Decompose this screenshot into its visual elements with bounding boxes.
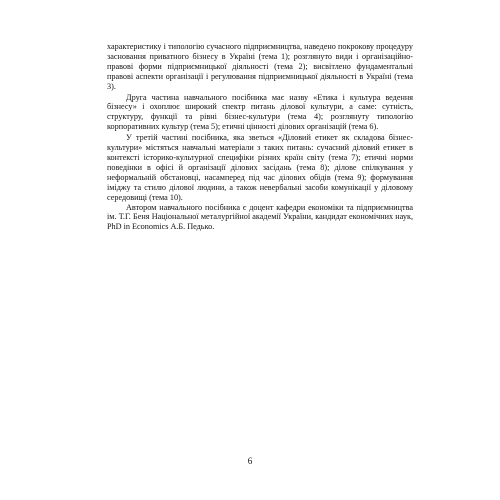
paragraph-3: У третій частині посібника, яка зветься «Діловий етикет як складова бізнес-культури» містяться навчальні матеріали з таких питань: сучасний діловий етикет в контексті історико-культурної специфіки різних країн світу (тема 7); етичні норми поведінки в офісі й організації ділових засідань (тема 8); ділове спілкування у неформальній обстановці, насамперед під час ділових обідів (тема 9); формування іміджу та стилю ділової людини, а також невербальні засоби комунікації у діловому середовищі (тема 10). — [107, 133, 413, 202]
paragraph-4: Автором навчального посібника є доцент кафедри економіки та підприємництва ім. Т.Г. Беня Національної металургійної академії України, кандидат економічних наук, PhD in Economics А.Б. Педько. — [107, 202, 413, 232]
paragraph-1: характеристику і типологію сучасного підприємництва, наведено покрокову процедуру засновання приватного бізнесу в Україні (тема 1); розглянуто види і організаційно-правові форми підприємницької діяльності (тема 2); висвітлено фундаментальні правові аспекти організації і регулювання підприємницької діяльності в Україні (тема 3). — [107, 42, 413, 91]
body-text — [107, 42, 413, 232]
page-number: 6 — [247, 456, 253, 466]
paragraph-2: Друга частина навчального посібника має назву «Етика і культура ведення бізнесу» і охоплює широкий спектр питань ділової культури, а саме: сутність, структуру, функції та рівні бізнес-культури (тема 4); розглянуту типологію корпоративних культур (тема 5); етичні цінності ділових організацій (тема 6). — [107, 92, 413, 132]
